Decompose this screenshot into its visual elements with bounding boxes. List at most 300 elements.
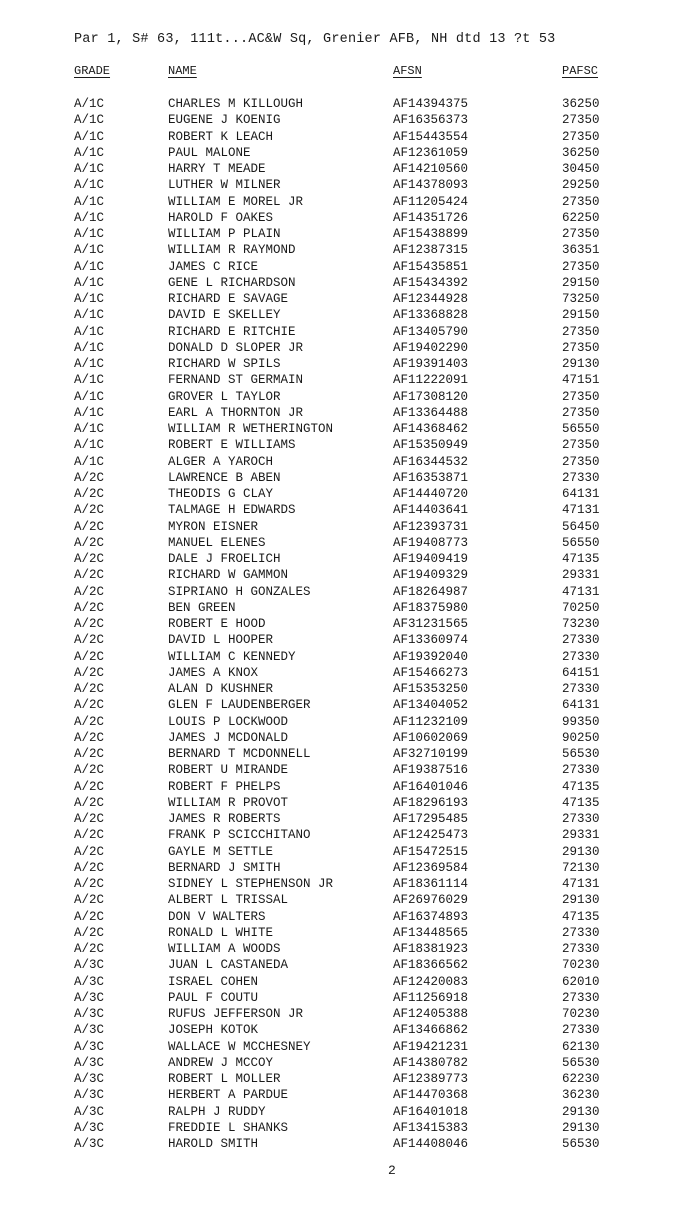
table-row [0, 730, 700, 746]
grade-cell: A/1C [74, 275, 105, 290]
name-cell: GENE L RICHARDSON [168, 275, 296, 290]
pafsc-cell: 27350 [562, 454, 600, 469]
name-cell: RICHARD E RITCHIE [168, 324, 296, 339]
afsn-cell: AF11222091 [393, 373, 469, 388]
pafsc-cell: 36250 [562, 145, 600, 160]
name-cell: LOUIS P LOCKWOOD [168, 714, 289, 729]
table-row [0, 194, 700, 210]
grade-cell: A/1C [74, 97, 105, 111]
afsn-cell: AF18361114 [393, 877, 469, 891]
afsn-cell: AF13368828 [393, 308, 469, 323]
pafsc-cell: 47131 [562, 584, 600, 599]
afsn-cell: AF12387315 [393, 243, 469, 258]
table-row [0, 405, 700, 421]
grade-cell: A/1C [74, 324, 105, 339]
grade-cell: A/1C [74, 340, 105, 355]
name-cell: GLEN F LAUDENBERGER [168, 698, 311, 713]
afsn-cell: AF11205424 [393, 194, 469, 209]
name-cell: ALBERT L TRISSAL [168, 893, 289, 908]
pafsc-cell: 64131 [562, 698, 600, 713]
afsn-cell: AF31231565 [393, 617, 469, 631]
afsn-cell: AF13405790 [393, 324, 469, 339]
grade-cell: A/2C [74, 470, 105, 485]
grade-cell: A/1C [74, 113, 105, 128]
grade-cell: A/3C [74, 1088, 105, 1103]
afsn-cell: AF12389773 [393, 1072, 469, 1086]
afsn-cell: AF12420083 [393, 974, 469, 989]
table-row [0, 957, 700, 973]
afsn-cell: AF16401046 [393, 779, 469, 794]
pafsc-cell: 56530 [562, 1137, 600, 1151]
afsn-cell: AF15353250 [393, 682, 469, 696]
afsn-cell: AF14368462 [393, 422, 469, 436]
grade-cell: A/2C [74, 665, 105, 680]
pafsc-cell: 70250 [562, 600, 600, 615]
name-cell: ROBERT F PHELPS [168, 779, 281, 794]
afsn-cell: AF19409419 [393, 552, 469, 566]
name-cell: THEODIS G CLAY [168, 487, 274, 501]
pafsc-cell: 64151 [562, 665, 600, 680]
afsn-cell: AF15435851 [393, 259, 469, 274]
grade-cell: A/2C [74, 649, 105, 664]
pafsc-cell: 27350 [562, 227, 600, 241]
table-row [0, 1087, 700, 1103]
table-row [0, 356, 700, 372]
table-row [0, 990, 700, 1006]
name-cell: ANDREW J MCCOY [168, 1055, 274, 1070]
afsn-cell: AF11256918 [393, 990, 469, 1005]
table-row [0, 1006, 700, 1022]
grade-cell: A/2C [74, 617, 105, 631]
afsn-cell: AF17295485 [393, 812, 469, 826]
afsn-cell: AF15443554 [393, 129, 469, 144]
pafsc-cell: 62010 [562, 974, 600, 989]
afsn-cell: AF16401018 [393, 1104, 469, 1119]
grade-cell: A/3C [74, 990, 105, 1005]
pafsc-cell: 27330 [562, 649, 600, 664]
table-row [0, 811, 700, 827]
pafsc-cell: 47131 [562, 877, 600, 891]
name-cell: HERBERT A PARDUE [168, 1088, 289, 1103]
afsn-cell: AF15438899 [393, 227, 469, 241]
grade-cell: A/2C [74, 942, 105, 956]
name-cell: PAUL F COUTU [168, 990, 259, 1005]
afsn-cell: AF12425473 [393, 828, 469, 843]
afsn-cell: AF14394375 [393, 97, 469, 111]
table-row [0, 941, 700, 957]
table-row [0, 1136, 700, 1152]
table-row [0, 1055, 700, 1071]
name-cell: MANUEL ELENES [168, 535, 266, 550]
name-cell: GAYLE M SETTLE [168, 844, 274, 859]
name-cell: GROVER L TAYLOR [168, 389, 281, 404]
pafsc-cell: 30450 [562, 162, 600, 176]
afsn-cell: AF14351726 [393, 210, 469, 225]
afsn-cell: AF15350949 [393, 438, 469, 453]
pafsc-cell: 47135 [562, 552, 600, 566]
pafsc-cell: 27350 [562, 113, 600, 128]
name-cell: EARL A THORNTON JR [168, 405, 304, 420]
table-row [0, 762, 700, 778]
column-header-grade: GRADE [74, 64, 111, 78]
grade-cell: A/2C [74, 763, 105, 778]
column-header-afsn: AFSN [393, 64, 422, 78]
pafsc-cell: 62130 [562, 1039, 600, 1054]
table-row [0, 909, 700, 925]
document-heading: Par 1, S# 63, 111t...AC&W Sq, Grenier AFB, NH dtd 13 ?t 53 [74, 32, 556, 47]
grade-cell: A/2C [74, 487, 105, 501]
table-row [0, 307, 700, 323]
table-row [0, 486, 700, 502]
name-cell: FREDDIE L SHANKS [168, 1120, 289, 1135]
name-cell: TALMAGE H EDWARDS [168, 503, 296, 518]
name-cell: ROBERT K LEACH [168, 129, 274, 144]
pafsc-cell: 62250 [562, 210, 600, 225]
grade-cell: A/2C [74, 584, 105, 599]
afsn-cell: AF17308120 [393, 389, 469, 404]
table-row [0, 535, 700, 551]
grade-cell: A/3C [74, 1007, 105, 1021]
table-row [0, 827, 700, 843]
name-cell: HARRY T MEADE [168, 162, 266, 176]
afsn-cell: AF14408046 [393, 1137, 469, 1151]
pafsc-cell: 70230 [562, 958, 600, 973]
pafsc-cell: 73230 [562, 617, 600, 631]
afsn-cell: AF13364488 [393, 405, 469, 420]
table-row [0, 226, 700, 242]
table-row [0, 649, 700, 665]
name-cell: JAMES A KNOX [168, 665, 259, 680]
afsn-cell: AF16353871 [393, 470, 469, 485]
table-row [0, 389, 700, 405]
grade-cell: A/2C [74, 828, 105, 843]
pafsc-cell: 29150 [562, 275, 600, 290]
pafsc-cell: 29331 [562, 568, 600, 583]
table-row [0, 112, 700, 128]
grade-cell: A/2C [74, 747, 105, 761]
afsn-cell: AF14378093 [393, 178, 469, 193]
afsn-cell: AF13466862 [393, 1023, 469, 1038]
table-row [0, 145, 700, 161]
afsn-cell: AF15466273 [393, 665, 469, 680]
afsn-cell: AF16356373 [393, 113, 469, 128]
pafsc-cell: 29130 [562, 357, 600, 371]
table-row [0, 746, 700, 762]
name-cell: ISRAEL COHEN [168, 974, 259, 989]
name-cell: LAWRENCE B ABEN [168, 470, 281, 485]
name-cell: WILLIAM E MOREL JR [168, 194, 304, 209]
name-cell: DAVID L HOOPER [168, 633, 274, 648]
table-row [0, 681, 700, 697]
grade-cell: A/3C [74, 958, 105, 973]
pafsc-cell: 27350 [562, 405, 600, 420]
pafsc-cell: 36230 [562, 1088, 600, 1103]
afsn-cell: AF12393731 [393, 519, 469, 534]
pafsc-cell: 64131 [562, 487, 600, 501]
grade-cell: A/1C [74, 308, 105, 323]
name-cell: ROBERT E HOOD [168, 617, 266, 631]
grade-cell: A/1C [74, 405, 105, 420]
table-row [0, 454, 700, 470]
afsn-cell: AF14210560 [393, 162, 469, 176]
pafsc-cell: 90250 [562, 730, 600, 745]
grade-cell: A/2C [74, 503, 105, 518]
afsn-cell: AF32710199 [393, 747, 469, 761]
name-cell: EUGENE J KOENIG [168, 113, 281, 128]
grade-cell: A/3C [74, 974, 105, 989]
grade-cell: A/2C [74, 893, 105, 908]
table-row [0, 892, 700, 908]
table-row [0, 1120, 700, 1136]
table-row [0, 210, 700, 226]
grade-cell: A/2C [74, 682, 105, 696]
pafsc-cell: 29250 [562, 178, 600, 193]
grade-cell: A/1C [74, 373, 105, 388]
afsn-cell: AF15434392 [393, 275, 469, 290]
grade-cell: A/1C [74, 259, 105, 274]
pafsc-cell: 27330 [562, 942, 600, 956]
table-row [0, 795, 700, 811]
afsn-cell: AF16374893 [393, 909, 469, 924]
grade-cell: A/2C [74, 535, 105, 550]
name-cell: SIPRIANO H GONZALES [168, 584, 311, 599]
pafsc-cell: 27330 [562, 1023, 600, 1038]
name-cell: MYRON EISNER [168, 519, 259, 534]
name-cell: ROBERT E WILLIAMS [168, 438, 296, 453]
table-row [0, 259, 700, 275]
pafsc-cell: 27350 [562, 259, 600, 274]
name-cell: JAMES R ROBERTS [168, 812, 281, 826]
table-row [0, 324, 700, 340]
table-row [0, 665, 700, 681]
grade-cell: A/1C [74, 357, 105, 371]
afsn-cell: AF19392040 [393, 649, 469, 664]
pafsc-cell: 27350 [562, 194, 600, 209]
name-cell: LUTHER W MILNER [168, 178, 281, 193]
name-cell: ALGER A YAROCH [168, 454, 274, 469]
pafsc-cell: 72130 [562, 860, 600, 875]
grade-cell: A/2C [74, 795, 105, 810]
pafsc-cell: 70230 [562, 1007, 600, 1021]
name-cell: ROBERT L MOLLER [168, 1072, 281, 1086]
name-cell: JUAN L CASTANEDA [168, 958, 289, 973]
name-cell: WILLIAM R WETHERINGTON [168, 422, 334, 436]
table-row [0, 177, 700, 193]
afsn-cell: AF14403641 [393, 503, 469, 518]
afsn-cell: AF16344532 [393, 454, 469, 469]
grade-cell: A/2C [74, 877, 105, 891]
name-cell: RALPH J RUDDY [168, 1104, 266, 1119]
name-cell: BERNARD T MCDONNELL [168, 747, 311, 761]
grade-cell: A/2C [74, 633, 105, 648]
pafsc-cell: 29130 [562, 1120, 600, 1135]
pafsc-cell: 27330 [562, 990, 600, 1005]
pafsc-cell: 27350 [562, 129, 600, 144]
table-row [0, 129, 700, 145]
name-cell: DONALD D SLOPER JR [168, 340, 304, 355]
grade-cell: A/1C [74, 178, 105, 193]
afsn-cell: AF14440720 [393, 487, 469, 501]
pafsc-cell: 47131 [562, 503, 600, 518]
table-row [0, 242, 700, 258]
pafsc-cell: 47151 [562, 373, 600, 388]
name-cell: JAMES J MCDONALD [168, 730, 289, 745]
table-row [0, 1039, 700, 1055]
table-row [0, 551, 700, 567]
grade-cell: A/1C [74, 438, 105, 453]
pafsc-cell: 27350 [562, 324, 600, 339]
pafsc-cell: 27330 [562, 470, 600, 485]
table-row [0, 779, 700, 795]
grade-cell: A/1C [74, 194, 105, 209]
name-cell: PAUL MALONE [168, 145, 251, 160]
table-row [0, 616, 700, 632]
grade-cell: A/2C [74, 925, 105, 940]
grade-cell: A/1C [74, 454, 105, 469]
table-row [0, 161, 700, 177]
name-cell: WILLIAM P PLAIN [168, 227, 281, 241]
table-row [0, 275, 700, 291]
name-cell: WILLIAM R RAYMOND [168, 243, 296, 258]
name-cell: HAROLD F OAKES [168, 210, 274, 225]
name-cell: RONALD L WHITE [168, 925, 274, 940]
pafsc-cell: 27350 [562, 340, 600, 355]
pafsc-cell: 29130 [562, 1104, 600, 1119]
pafsc-cell: 36351 [562, 243, 600, 258]
grade-cell: A/2C [74, 779, 105, 794]
afsn-cell: AF19387516 [393, 763, 469, 778]
table-row [0, 632, 700, 648]
grade-cell: A/1C [74, 162, 105, 176]
name-cell: RICHARD W SPILS [168, 357, 281, 371]
afsn-cell: AF13360974 [393, 633, 469, 648]
afsn-cell: AF11232109 [393, 714, 469, 729]
afsn-cell: AF19391403 [393, 357, 469, 371]
table-row [0, 421, 700, 437]
pafsc-cell: 27330 [562, 812, 600, 826]
name-cell: JAMES C RICE [168, 259, 259, 274]
grade-cell: A/3C [74, 1104, 105, 1119]
name-cell: HAROLD SMITH [168, 1137, 259, 1151]
table-row [0, 600, 700, 616]
afsn-cell: AF18264987 [393, 584, 469, 599]
afsn-cell: AF10602069 [393, 730, 469, 745]
afsn-cell: AF19421231 [393, 1039, 469, 1054]
table-row [0, 470, 700, 486]
afsn-cell: AF14380782 [393, 1055, 469, 1070]
grade-cell: A/2C [74, 812, 105, 826]
afsn-cell: AF15472515 [393, 844, 469, 859]
table-row [0, 1071, 700, 1087]
table-row [0, 519, 700, 535]
pafsc-cell: 47135 [562, 795, 600, 810]
pafsc-cell: 27330 [562, 763, 600, 778]
pafsc-cell: 29331 [562, 828, 600, 843]
pafsc-cell: 29130 [562, 844, 600, 859]
grade-cell: A/2C [74, 714, 105, 729]
grade-cell: A/2C [74, 909, 105, 924]
table-row [0, 1104, 700, 1120]
grade-cell: A/1C [74, 422, 105, 436]
table-row [0, 844, 700, 860]
grade-cell: A/1C [74, 243, 105, 258]
afsn-cell: AF13404052 [393, 698, 469, 713]
afsn-cell: AF18366562 [393, 958, 469, 973]
afsn-cell: AF12361059 [393, 145, 469, 160]
pafsc-cell: 27330 [562, 925, 600, 940]
afsn-cell: AF13448565 [393, 925, 469, 940]
grade-cell: A/1C [74, 292, 105, 306]
name-cell: WILLIAM R PROVOT [168, 795, 289, 810]
name-cell: FRANK P SCICCHITANO [168, 828, 311, 843]
name-cell: DALE J FROELICH [168, 552, 281, 566]
grade-cell: A/2C [74, 568, 105, 583]
table-row [0, 291, 700, 307]
grade-cell: A/1C [74, 389, 105, 404]
pafsc-cell: 73250 [562, 292, 600, 306]
table-row [0, 1022, 700, 1038]
afsn-cell: AF18296193 [393, 795, 469, 810]
afsn-cell: AF12405388 [393, 1007, 469, 1021]
pafsc-cell: 29130 [562, 893, 600, 908]
pafsc-cell: 29150 [562, 308, 600, 323]
grade-cell: A/3C [74, 1055, 105, 1070]
table-row [0, 340, 700, 356]
name-cell: CHARLES M KILLOUGH [168, 97, 304, 111]
name-cell: BERNARD J SMITH [168, 860, 281, 875]
table-row [0, 96, 700, 112]
column-header-pafsc: PAFSC [562, 64, 599, 78]
pafsc-cell: 27330 [562, 682, 600, 696]
pafsc-cell: 56550 [562, 535, 600, 550]
afsn-cell: AF18375980 [393, 600, 469, 615]
name-cell: ROBERT U MIRANDE [168, 763, 289, 778]
roster-list [0, 96, 700, 1152]
grade-cell: A/3C [74, 1039, 105, 1054]
afsn-cell: AF13415383 [393, 1120, 469, 1135]
name-cell: BEN GREEN [168, 600, 236, 615]
name-cell: WILLIAM C KENNEDY [168, 649, 296, 664]
grade-cell: A/3C [74, 1072, 105, 1086]
name-cell: RICHARD E SAVAGE [168, 292, 289, 306]
afsn-cell: AF12344928 [393, 292, 469, 306]
grade-cell: A/2C [74, 860, 105, 875]
grade-cell: A/2C [74, 600, 105, 615]
grade-cell: A/2C [74, 552, 105, 566]
name-cell: RICHARD W GAMMON [168, 568, 289, 583]
name-cell: WILLIAM A WOODS [168, 942, 281, 956]
grade-cell: A/2C [74, 519, 105, 534]
table-row [0, 567, 700, 583]
pafsc-cell: 99350 [562, 714, 600, 729]
pafsc-cell: 62230 [562, 1072, 600, 1086]
table-row [0, 876, 700, 892]
name-cell: SIDNEY L STEPHENSON JR [168, 877, 334, 891]
afsn-cell: AF19409329 [393, 568, 469, 583]
name-cell: FERNAND ST GERMAIN [168, 373, 304, 388]
grade-cell: A/3C [74, 1137, 105, 1151]
table-row [0, 925, 700, 941]
table-row [0, 714, 700, 730]
grade-cell: A/2C [74, 844, 105, 859]
grade-cell: A/1C [74, 227, 105, 241]
afsn-cell: AF19408773 [393, 535, 469, 550]
pafsc-cell: 56450 [562, 519, 600, 534]
table-row [0, 502, 700, 518]
grade-cell: A/1C [74, 145, 105, 160]
column-header-name: NAME [168, 64, 197, 78]
pafsc-cell: 27350 [562, 438, 600, 453]
